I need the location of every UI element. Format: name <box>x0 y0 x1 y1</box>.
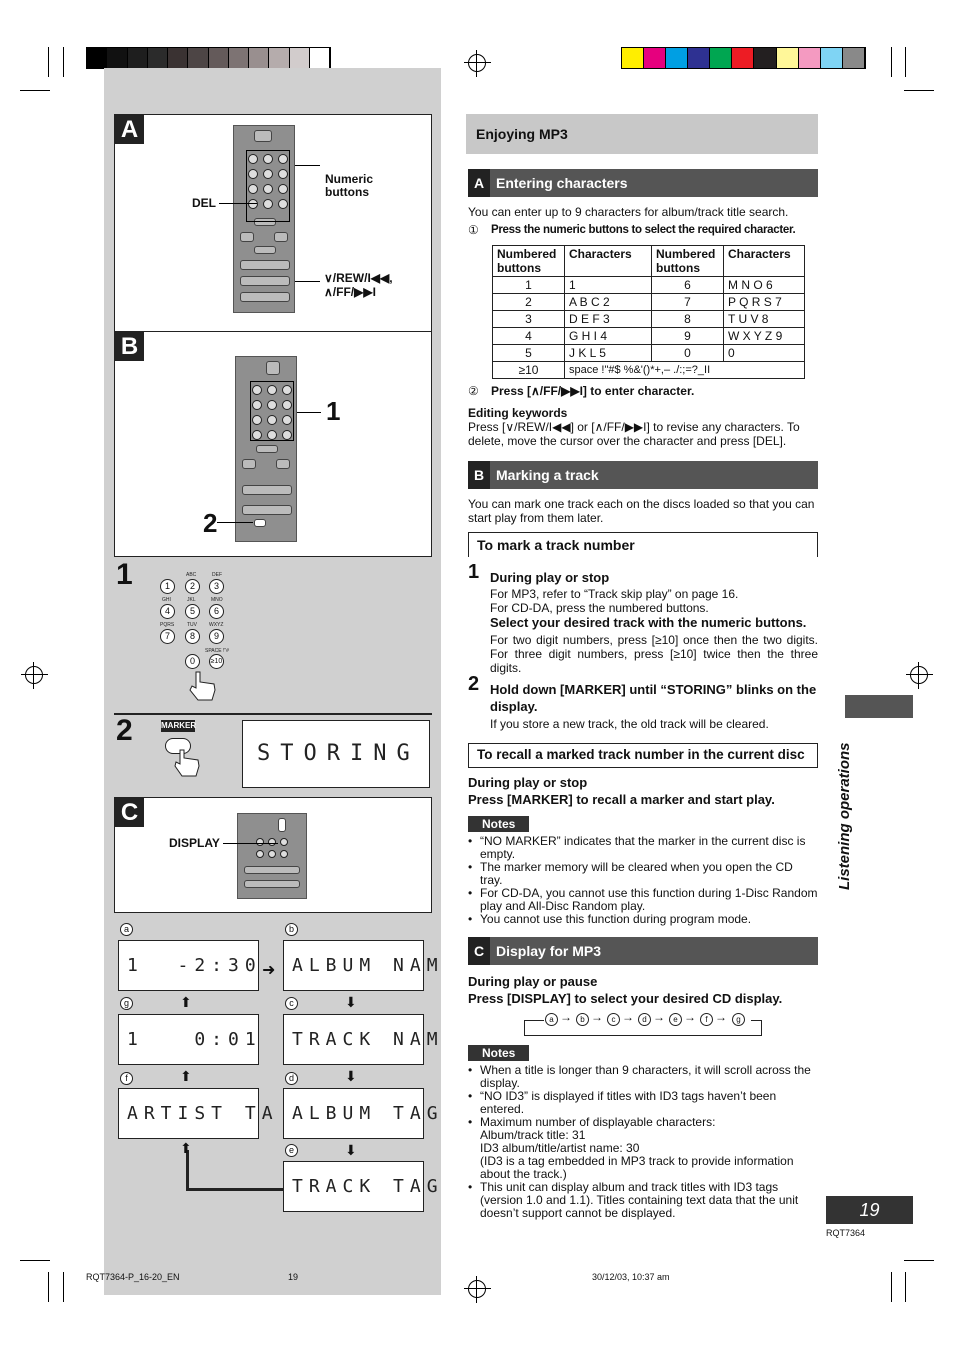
section-b-intro: You can mark one track each on the discs loaded so that you can start play from them later. <box>468 497 815 525</box>
note-item: • For CD-DA, you cannot use this function during 1-Disc Random play and All-Disc Random play. <box>468 887 818 913</box>
display-tag-e: e <box>285 1144 298 1157</box>
display-tag-g: g <box>120 997 133 1010</box>
section-a-figure <box>114 114 432 332</box>
footer-page: 19 <box>288 1272 299 1282</box>
color-swatch <box>666 48 688 68</box>
notes-list <box>468 835 818 926</box>
crop-mark <box>63 1272 64 1302</box>
registration-mark-icon <box>468 54 486 72</box>
section-b-header: B Marking a track <box>468 461 818 489</box>
display-flow-diagram: a → b → c → d → e → f → g <box>524 1012 762 1036</box>
display-tag-d: d <box>285 1072 298 1085</box>
step-1-number: 1 <box>116 558 133 591</box>
color-swatch <box>249 48 269 68</box>
section-c-figure <box>114 797 432 913</box>
storing-display: STORING <box>242 720 430 788</box>
pressing-hand-icon <box>188 670 218 702</box>
display-label: DISPLAY <box>169 836 220 850</box>
color-swatch <box>87 48 107 68</box>
step-1-circle: ① <box>468 223 479 237</box>
notes-label: Notes <box>468 1045 529 1061</box>
editing-title: Editing keywords <box>468 406 568 420</box>
display-a: 1 -2:30 <box>118 940 259 991</box>
display-g: 1 0:01 <box>118 1014 259 1065</box>
page-title: Enjoying MP3 <box>466 114 818 154</box>
footer-date: 30/12/03, 10:37 am <box>592 1272 670 1282</box>
editing-text: Press [∨/REW/I◀◀] or [∧/FF/▶▶I] to revise any characters. To delete, move the cursor over the character and press [DEL]. <box>468 420 800 448</box>
key-9[interactable]: 9 <box>209 629 224 644</box>
remote-control-illustration <box>233 125 295 313</box>
callout-2: 2 <box>203 508 218 538</box>
registration-mark-icon <box>468 1280 486 1298</box>
arrow-up-icon: ⬆ <box>180 994 192 1010</box>
arrow-right-icon: ➜ <box>262 962 276 979</box>
step-1-text: Press the numeric buttons to select the required character. <box>491 224 796 236</box>
arrow-down-icon: ⬇ <box>345 1142 357 1158</box>
return-arrow-line <box>186 1188 283 1191</box>
color-swatch <box>107 48 127 68</box>
step-title: Hold down [MARKER] until “STORING” blinks on the display. <box>490 682 817 714</box>
color-swatch <box>644 48 666 68</box>
gray-calibration-bar <box>86 47 331 69</box>
remote-control-illustration <box>237 813 307 899</box>
display-c: TRACK NAM <box>283 1014 424 1065</box>
color-swatch <box>710 48 732 68</box>
display-tag-f: f <box>120 1072 133 1085</box>
color-swatch <box>777 48 799 68</box>
registration-mark-icon <box>910 666 928 684</box>
side-tab <box>845 695 913 718</box>
color-swatch <box>622 48 644 68</box>
section-b-figure <box>114 331 432 557</box>
section-c-letter: C <box>115 798 144 827</box>
color-swatch <box>754 48 776 68</box>
note-item: • “NO MARKER” indicates that the marker in the current disc is empty. <box>468 835 818 861</box>
note-item: • When a title is longer than 9 characters, it will scroll across the display. <box>468 1064 818 1090</box>
step-number: 2 <box>468 673 480 695</box>
character-table: Numbered buttons Characters Numbered buttons Characters 1 1 6 M N O 6 2 A B C 2 7 P Q R S 7 3 D E F 3 8 T U V 8 4 G H I 4 9 W X Y Z 9 5 J K L 5 0 0 ≥10 space !"#$ %&'()*+,– ./:;=?_II <box>492 245 805 379</box>
del-label: DEL <box>192 196 216 210</box>
crop-mark <box>904 90 934 91</box>
arrow-up-icon: ⬆ <box>180 1140 192 1156</box>
arrow-up-icon: ⬆ <box>180 1068 192 1084</box>
color-swatch <box>732 48 754 68</box>
key-3[interactable]: 3 <box>209 579 224 594</box>
color-calibration-bar <box>621 47 866 69</box>
note-item: • “NO ID3” is displayed if titles with ID3 tags haven’t been entered. <box>468 1090 818 1116</box>
display-tag-b: b <box>285 923 298 936</box>
color-swatch <box>269 48 289 68</box>
remote-control-illustration <box>235 356 297 542</box>
step-2-circle: ② <box>468 384 479 398</box>
numeric-buttons-label: Numeric buttons <box>325 172 374 199</box>
key-1[interactable]: 1 <box>160 579 175 594</box>
intro-text: You can enter up to 9 characters for album/track title search. <box>468 205 789 219</box>
mark-track-box: To mark a track number <box>468 532 818 557</box>
numeric-keypad: ABC DEF 1 2 3 GHI JKL MNO 4 5 6 PQRS TUV WXYZ 7 8 9 SPACE !"# 0 ≥10 <box>150 566 250 706</box>
display-d: ALBUM TAG <box>283 1088 424 1139</box>
arrow-down-icon: ⬇ <box>345 994 357 1010</box>
rew-ff-label: ∨/REW/I◀◀, ∧/FF/▶▶I <box>324 271 393 299</box>
step-2-text: Press [∧/FF/▶▶I] to enter character. <box>491 384 695 398</box>
footer-file: RQT7364-P_16-20_EN <box>86 1272 180 1282</box>
color-swatch <box>799 48 821 68</box>
section-a-letter: A <box>115 115 144 144</box>
marker-label: MARKER <box>161 721 197 730</box>
crop-mark <box>891 1272 892 1302</box>
display-f: ARTIST TA <box>118 1088 259 1139</box>
recall-box: To recall a marked track number in the current disc <box>468 743 818 768</box>
color-swatch <box>128 48 148 68</box>
color-swatch <box>821 48 843 68</box>
crop-mark <box>48 47 49 77</box>
color-swatch <box>688 48 710 68</box>
color-swatch <box>290 48 310 68</box>
step-title: During play or stop <box>490 570 610 585</box>
color-swatch <box>310 48 330 68</box>
crop-mark <box>891 47 892 77</box>
color-swatch <box>188 48 208 68</box>
side-label: Listening operations <box>836 742 853 890</box>
display-e: TRACK TAG <box>283 1161 424 1212</box>
divider <box>114 713 432 715</box>
key-10-plus[interactable]: ≥10 <box>209 654 224 669</box>
note-item: • This unit can display album and track titles with ID3 tags (version 1.0 and 1.1). Titles containing text data that the unit doesn’t support cannot be displayed. <box>468 1181 818 1220</box>
section-c-header: C Display for MP3 <box>468 937 818 965</box>
crop-mark <box>905 47 906 77</box>
page-number: 19 <box>826 1196 913 1224</box>
color-swatch <box>229 48 249 68</box>
key-5[interactable]: 5 <box>185 604 200 619</box>
key-4[interactable]: 4 <box>160 604 175 619</box>
note-item: • You cannot use this function during program mode. <box>468 913 818 926</box>
crop-mark <box>905 1272 906 1302</box>
key-0[interactable]: 0 <box>185 654 200 669</box>
arrow-down-icon: ⬇ <box>345 1068 357 1084</box>
crop-mark <box>20 1260 50 1261</box>
step-number: 1 <box>468 561 480 583</box>
key-8[interactable]: 8 <box>185 629 200 644</box>
crop-mark <box>20 90 50 91</box>
note-item: • Maximum number of displayable characters: Album/track title: 31 ID3 album/title/artist name: 30 (ID3 is a tag embedded in MP3 track to provide information about the track.) <box>468 1116 818 1181</box>
step-2-number: 2 <box>116 714 133 747</box>
color-swatch <box>168 48 188 68</box>
notes-list <box>468 1064 818 1220</box>
color-swatch <box>843 48 865 68</box>
note-item: • The marker memory will be cleared when you open the CD tray. <box>468 861 818 887</box>
display-tag-c: c <box>285 997 298 1010</box>
key-6[interactable]: 6 <box>209 604 224 619</box>
registration-mark-icon <box>25 666 43 684</box>
notes-label: Notes <box>468 816 529 832</box>
model-code: RQT7364 <box>826 1228 866 1238</box>
key-2[interactable]: 2 <box>185 579 200 594</box>
crop-mark <box>63 47 64 77</box>
crop-mark <box>904 1260 934 1261</box>
color-swatch <box>148 48 168 68</box>
callout-1: 1 <box>326 396 341 426</box>
key-7[interactable]: 7 <box>160 629 175 644</box>
display-tag-a: a <box>120 923 133 936</box>
crop-mark <box>48 1272 49 1302</box>
section-b-letter: B <box>115 332 144 361</box>
display-b: ALBUM NAM <box>283 940 424 991</box>
pressing-hand-icon <box>174 748 204 778</box>
section-a-header: A Entering characters <box>468 169 818 197</box>
color-swatch <box>209 48 229 68</box>
